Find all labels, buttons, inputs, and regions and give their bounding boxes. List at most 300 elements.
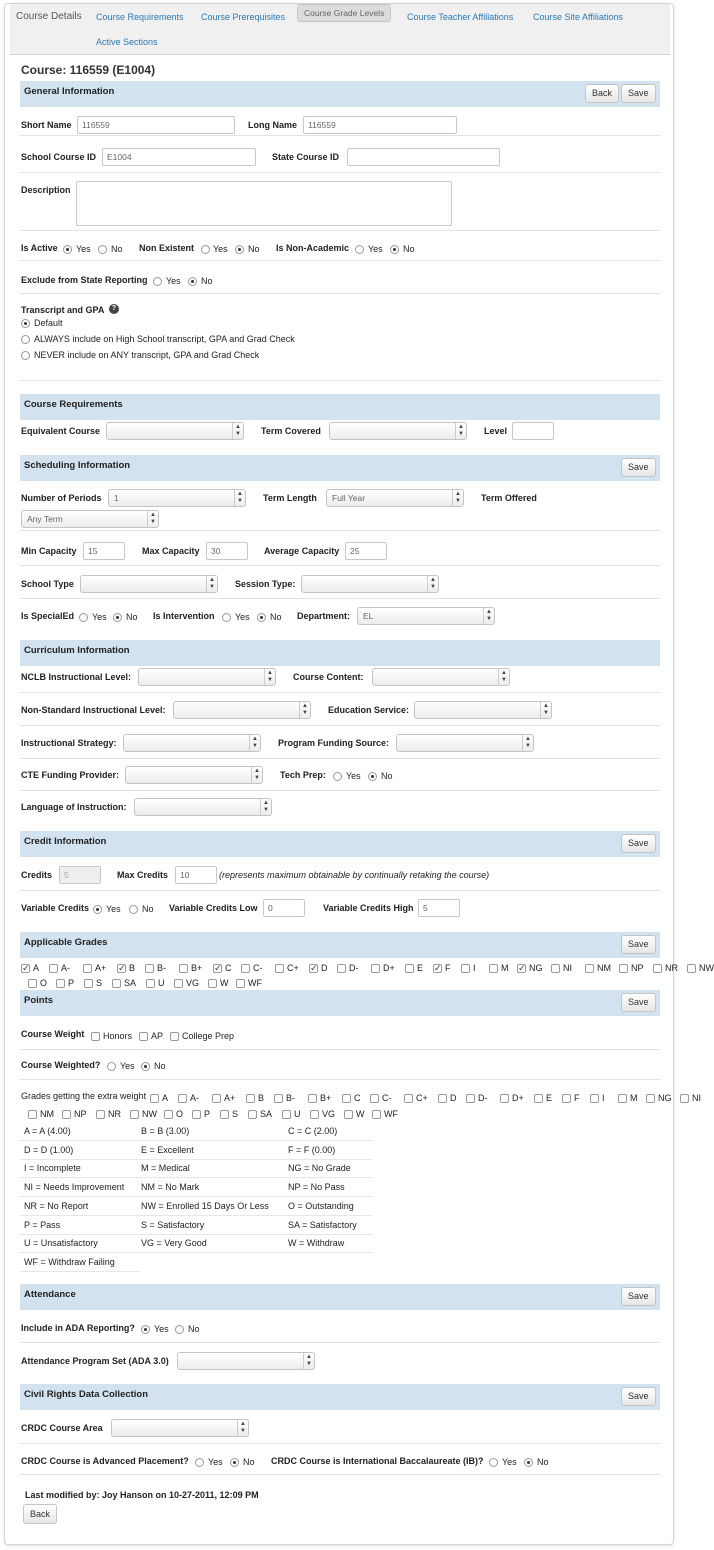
max-credits-note: (represents maximum obtainable by continually retaking the course) — [219, 870, 490, 880]
grade-checkbox-w[interactable] — [208, 979, 217, 988]
grade-checkbox-e[interactable] — [405, 964, 414, 973]
applicable-grades-header — [20, 932, 660, 958]
course-weighted-label: Course Weighted? — [21, 1060, 101, 1070]
grade-checkbox-vg[interactable] — [174, 979, 183, 988]
section-title: Scheduling Information — [24, 460, 131, 471]
divider — [20, 230, 660, 231]
grade-legend-cell: S = Satisfactory — [141, 1219, 205, 1230]
grade-label: A- — [61, 963, 70, 973]
grade-label: I — [473, 963, 476, 973]
term-length-label: Term Length — [263, 493, 317, 503]
save-button[interactable]: Save — [621, 1387, 656, 1406]
curriculum-information-header — [20, 640, 660, 666]
variable-credits-low-label: Variable Credits Low — [169, 903, 258, 913]
grade-label: C+ — [416, 1093, 428, 1103]
cte-funding-label: CTE Funding Provider: — [21, 770, 119, 780]
term-length-select[interactable] — [326, 489, 464, 507]
divider — [20, 758, 660, 759]
no-label: No — [270, 612, 282, 622]
grade-checkbox-ni[interactable] — [551, 964, 560, 973]
transcript-option-label: Default — [34, 318, 63, 328]
grade-legend-cell: E = Excellent — [141, 1144, 194, 1155]
grade-checkbox-nw[interactable] — [130, 1110, 139, 1119]
table-divider — [20, 1215, 372, 1216]
yes-label: Yes — [120, 1061, 135, 1071]
grade-label: A — [162, 1093, 169, 1103]
select-arrows-icon: ▲ ▼ — [260, 799, 271, 815]
grade-checkbox-b[interactable]: ✓ — [118, 963, 126, 973]
grade-label: NW — [699, 963, 714, 973]
divider — [20, 1443, 660, 1444]
long-name-input[interactable]: 116559 — [303, 116, 457, 134]
no-label: No — [537, 1457, 549, 1467]
grade-label: M — [630, 1093, 638, 1103]
ada-yes-radio[interactable] — [141, 1325, 150, 1334]
grade-legend-cell: VG = Very Good — [141, 1238, 207, 1249]
grade-checkbox-f[interactable] — [562, 1094, 571, 1103]
transcript-option-label: ALWAYS include on High School transcript, GPA and Grad Check — [34, 334, 295, 344]
divider — [20, 598, 660, 599]
school-course-id-input[interactable]: E1004 — [102, 148, 256, 166]
tab-course-teacher-affiliations[interactable]: Course Teacher Affiliations — [407, 12, 514, 22]
grade-checkbox-nr[interactable] — [96, 1110, 105, 1119]
grade-checkbox-u[interactable] — [146, 979, 155, 988]
crdc-area-select[interactable] — [111, 1419, 249, 1437]
no-label: No — [188, 1324, 200, 1334]
number-of-periods-select[interactable] — [108, 489, 246, 507]
grade-label: M — [501, 963, 509, 973]
section-title: Credit Information — [24, 836, 107, 847]
grade-checkbox-c[interactable]: ✓ — [214, 963, 222, 973]
grade-checkbox-cplus[interactable] — [275, 964, 284, 973]
divider — [20, 260, 660, 261]
course-requirements-header — [20, 394, 660, 420]
funding-source-select[interactable] — [396, 734, 534, 752]
grade-label: B- — [157, 963, 166, 973]
grade-label: D+ — [383, 963, 395, 973]
select-value: Full Year — [332, 493, 366, 503]
session-type-select[interactable] — [301, 575, 439, 593]
divider — [20, 1474, 660, 1475]
grade-label: B+ — [320, 1093, 332, 1103]
grade-label: A- — [190, 1093, 199, 1103]
grade-label: NI — [563, 963, 572, 973]
exclude-yes-radio[interactable] — [153, 277, 162, 286]
average-capacity-input[interactable]: 25 — [345, 542, 387, 560]
grade-checkbox-d[interactable]: ✓ — [310, 963, 318, 973]
divider — [20, 1079, 660, 1080]
grade-label: C — [225, 963, 232, 973]
save-button[interactable]: Save — [621, 458, 656, 477]
grade-legend-cell: NG = No Grade — [288, 1163, 351, 1174]
grade-checkbox-m[interactable] — [489, 964, 498, 973]
yes-label: Yes — [92, 612, 107, 622]
select-value: Any Term — [27, 514, 63, 524]
grade-checkbox-np[interactable] — [62, 1110, 71, 1119]
grade-checkbox-cminus[interactable] — [370, 1094, 379, 1103]
level-input[interactable] — [512, 422, 554, 440]
grade-legend-cell: D = D (1.00) — [24, 1144, 74, 1155]
tab-bar — [10, 4, 670, 55]
is-active-yes-radio[interactable] — [63, 245, 72, 254]
transcript-never-radio[interactable] — [21, 351, 30, 360]
grade-checkbox-wf[interactable] — [372, 1110, 381, 1119]
grade-label: B — [258, 1093, 265, 1103]
grade-label: NR — [108, 1109, 121, 1119]
grade-label: W — [220, 978, 229, 988]
education-service-select[interactable] — [414, 701, 552, 719]
course-weighted-yes-radio[interactable] — [107, 1062, 116, 1071]
grade-checkbox-p[interactable] — [56, 979, 65, 988]
yes-label: Yes — [368, 244, 383, 254]
grade-checkbox-i[interactable] — [590, 1094, 599, 1103]
honors-checkbox[interactable] — [91, 1032, 100, 1041]
divider — [20, 725, 660, 726]
grade-checkbox-ng[interactable]: ✓ — [518, 963, 526, 973]
divider — [20, 135, 660, 136]
no-label: No — [201, 276, 213, 286]
section-title: General Information — [24, 86, 115, 97]
grade-label: A+ — [95, 963, 107, 973]
tab-course-details[interactable]: Course Details — [16, 11, 82, 22]
grade-checkbox-bplus[interactable] — [308, 1094, 317, 1103]
grade-label: U — [158, 978, 165, 988]
points-header — [20, 990, 660, 1016]
non-existent-yes-radio[interactable] — [201, 245, 210, 254]
no-label: No — [248, 244, 260, 254]
divider — [20, 565, 660, 566]
term-offered-label: Term Offered — [481, 493, 537, 503]
crdc-ap-yes-radio[interactable] — [195, 1458, 204, 1467]
grade-checkbox-ni[interactable] — [680, 1094, 689, 1103]
grade-checkbox-np[interactable] — [619, 964, 628, 973]
grade-label: D — [321, 963, 328, 973]
grade-label: VG — [322, 1109, 336, 1119]
grade-checkbox-a[interactable]: ✓ — [22, 963, 30, 973]
grade-checkbox-vg[interactable] — [310, 1110, 319, 1119]
department-select[interactable] — [357, 607, 495, 625]
grade-checkbox-dplus[interactable] — [500, 1094, 509, 1103]
min-capacity-input[interactable]: 15 — [83, 542, 125, 560]
description-textarea[interactable] — [76, 181, 452, 226]
grade-checkbox-e[interactable] — [534, 1094, 543, 1103]
divider — [20, 692, 660, 693]
crdc-ap-label: CRDC Course is Advanced Placement? — [21, 1456, 189, 1466]
grade-label: S — [96, 978, 103, 988]
max-credits-input[interactable]: 10 — [175, 866, 217, 884]
table-divider — [20, 1252, 372, 1253]
grade-label: B — [129, 963, 136, 973]
grade-checkbox-aminus[interactable] — [49, 964, 58, 973]
cte-funding-select[interactable] — [125, 766, 263, 784]
yes-label: Yes — [213, 244, 228, 254]
grade-label: O — [176, 1109, 184, 1119]
non-academic-label: Is Non-Academic — [276, 243, 350, 253]
is-active-no-radio[interactable] — [98, 245, 107, 254]
grade-checkbox-u[interactable] — [282, 1110, 291, 1119]
grade-label: W — [356, 1109, 365, 1119]
grade-checkbox-dminus[interactable] — [337, 964, 346, 973]
grade-label: NG — [529, 963, 543, 973]
yes-label: Yes — [106, 904, 121, 914]
transcript-always-radio[interactable] — [21, 335, 30, 344]
honors-label: Honors — [103, 1031, 133, 1041]
table-divider — [20, 1271, 140, 1272]
special-ed-label: Is SpecialEd — [21, 611, 75, 621]
course-content-select[interactable] — [372, 668, 510, 686]
select-arrows-icon: ▲ ▼ — [264, 669, 275, 685]
tab-course-site-affiliations[interactable]: Course Site Affiliations — [533, 12, 623, 22]
grade-checkbox-wf[interactable] — [236, 979, 245, 988]
grade-checkbox-o[interactable] — [164, 1110, 173, 1119]
equivalent-course-select[interactable] — [106, 422, 244, 440]
school-type-label: School Type — [21, 579, 74, 589]
no-label: No — [126, 612, 138, 622]
special-ed-no-radio[interactable] — [113, 613, 122, 622]
select-arrows-icon: ▲ ▼ — [234, 490, 245, 506]
tab-course-prerequisites[interactable]: Course Prerequisites — [201, 12, 286, 22]
crdc-ap-no-radio[interactable] — [230, 1458, 239, 1467]
max-credits-label: Max Credits — [117, 870, 169, 880]
grade-checkbox-w[interactable] — [344, 1110, 353, 1119]
grade-label: VG — [186, 978, 200, 988]
grade-label: E — [546, 1093, 553, 1103]
select-arrows-icon: ▲ ▼ — [452, 490, 463, 506]
session-type-label: Session Type: — [235, 579, 296, 589]
select-arrows-icon: ▲ ▼ — [303, 1353, 314, 1369]
grade-label: F — [445, 963, 451, 973]
level-label: Level — [484, 426, 508, 436]
grade-checkbox-a[interactable] — [150, 1094, 159, 1103]
grade-checkbox-sa[interactable] — [112, 979, 121, 988]
non-academic-no-radio[interactable] — [390, 245, 399, 254]
tech-prep-no-radio[interactable] — [368, 772, 377, 781]
save-button[interactable]: Save — [621, 834, 656, 853]
is-active-label: Is Active — [21, 243, 58, 253]
grade-legend-cell: NR = No Report — [24, 1200, 89, 1211]
grade-checkbox-nm[interactable] — [585, 964, 594, 973]
grade-legend-cell: NP = No Pass — [288, 1182, 345, 1193]
crdc-ib-yes-radio[interactable] — [489, 1458, 498, 1467]
grade-checkbox-dplus[interactable] — [371, 964, 380, 973]
short-name-input[interactable]: 116559 — [77, 116, 235, 134]
non-standard-level-label: Non-Standard Instructional Level: — [21, 705, 166, 715]
equivalent-course-label: Equivalent Course — [21, 426, 101, 436]
save-button[interactable]: Save — [621, 993, 656, 1012]
grade-checkbox-aminus[interactable] — [178, 1094, 187, 1103]
grade-checkbox-bminus[interactable] — [274, 1094, 283, 1103]
grade-checkbox-p[interactable] — [192, 1110, 201, 1119]
grade-checkbox-s[interactable] — [220, 1110, 229, 1119]
select-arrows-icon: ▲ ▼ — [232, 423, 243, 439]
grade-checkbox-sa[interactable] — [248, 1110, 257, 1119]
grade-checkbox-b[interactable] — [246, 1094, 255, 1103]
ap-label: AP — [151, 1031, 164, 1041]
course-weight-label: Course Weight — [21, 1029, 85, 1039]
grade-checkbox-f[interactable]: ✓ — [434, 963, 442, 973]
funding-source-label: Program Funding Source: — [278, 738, 390, 748]
grade-label: NI — [692, 1093, 701, 1103]
state-course-id-input[interactable] — [347, 148, 500, 166]
grade-legend-cell: NI = Needs Improvement — [24, 1182, 125, 1193]
scheduling-information-header — [20, 455, 660, 481]
max-capacity-input[interactable]: 30 — [206, 542, 248, 560]
college-prep-checkbox[interactable] — [170, 1032, 179, 1041]
back-button[interactable]: Back — [585, 84, 619, 103]
grade-checkbox-aplus[interactable] — [83, 964, 92, 973]
section-title: Points — [24, 995, 54, 1006]
tab-course-requirements[interactable]: Course Requirements — [96, 12, 184, 22]
grade-checkbox-o[interactable] — [28, 979, 37, 988]
attendance-header — [20, 1284, 660, 1310]
language-select[interactable] — [134, 798, 272, 816]
grade-label: B- — [286, 1093, 295, 1103]
table-divider — [20, 1196, 372, 1197]
section-title: Curriculum Information — [24, 645, 130, 656]
instructional-strategy-select[interactable] — [123, 734, 261, 752]
term-covered-select[interactable] — [329, 422, 467, 440]
select-arrows-icon: ▲ ▼ — [455, 423, 466, 439]
ap-checkbox[interactable] — [139, 1032, 148, 1041]
school-type-select[interactable] — [80, 575, 218, 593]
grade-label: NM — [597, 963, 611, 973]
save-button[interactable]: Save — [621, 84, 656, 103]
grade-legend-cell: P = Pass — [24, 1219, 61, 1230]
grade-checkbox-c[interactable] — [342, 1094, 351, 1103]
tab-active-sections[interactable]: Active Sections — [96, 37, 158, 47]
grade-legend-cell: U = Unsatisfactory — [24, 1238, 98, 1249]
grade-label: NR — [665, 963, 678, 973]
education-service-label: Education Service: — [328, 705, 410, 715]
credits-input: 5 — [59, 866, 101, 884]
yes-label: Yes — [154, 1324, 169, 1334]
grade-checkbox-s[interactable] — [84, 979, 93, 988]
select-arrows-icon: ▲ ▼ — [249, 735, 260, 751]
grade-checkbox-nr[interactable] — [653, 964, 662, 973]
grade-label: D- — [478, 1093, 488, 1103]
select-arrows-icon: ▲ ▼ — [540, 702, 551, 718]
college-prep-label: College Prep — [182, 1031, 235, 1041]
grade-label: B+ — [191, 963, 203, 973]
grade-checkbox-ng[interactable] — [646, 1094, 655, 1103]
help-icon[interactable]: ? — [109, 304, 119, 314]
ada-no-radio[interactable] — [175, 1325, 184, 1334]
grade-label: D — [450, 1093, 457, 1103]
grade-checkbox-d[interactable] — [438, 1094, 447, 1103]
short-name-label: Short Name — [21, 120, 72, 130]
attendance-program-select[interactable] — [177, 1352, 315, 1370]
transcript-option-label: NEVER include on ANY transcript, GPA and Grad Check — [34, 350, 260, 360]
variable-credits-no-radio[interactable] — [129, 905, 138, 914]
non-standard-level-select[interactable] — [173, 701, 311, 719]
section-title: Civil Rights Data Collection — [24, 1389, 149, 1400]
grade-checkbox-cplus[interactable] — [404, 1094, 413, 1103]
intervention-no-radio[interactable] — [257, 613, 266, 622]
grade-label: NP — [74, 1109, 87, 1119]
grade-label: NG — [658, 1093, 672, 1103]
crdc-ib-no-radio[interactable] — [524, 1458, 533, 1467]
grade-checkbox-bminus[interactable] — [145, 964, 154, 973]
grade-label: F — [574, 1093, 580, 1103]
non-academic-yes-radio[interactable] — [355, 245, 364, 254]
transcript-default-radio[interactable] — [21, 319, 30, 328]
grade-checkbox-cminus[interactable] — [241, 964, 250, 973]
no-label: No — [381, 771, 393, 781]
grade-checkbox-i[interactable] — [461, 964, 470, 973]
grade-label: C — [354, 1093, 361, 1103]
crdc-area-label: CRDC Course Area — [21, 1423, 103, 1433]
back-button[interactable]: Back — [23, 1504, 57, 1524]
description-label: Description — [21, 185, 71, 195]
grade-legend-cell: C = C (2.00) — [288, 1126, 338, 1136]
intervention-yes-radio[interactable] — [222, 613, 231, 622]
select-arrows-icon: ▲ ▼ — [147, 511, 158, 527]
grade-label: SA — [260, 1109, 273, 1119]
grade-label: WF — [384, 1109, 398, 1119]
grade-label: A+ — [224, 1093, 236, 1103]
variable-credits-high-input[interactable]: 5 — [418, 899, 460, 917]
grade-legend-cell: F = F (0.00) — [288, 1144, 336, 1155]
non-existent-no-radio[interactable] — [235, 245, 244, 254]
save-button[interactable]: Save — [621, 935, 656, 954]
grade-checkbox-bplus[interactable] — [179, 964, 188, 973]
no-label: No — [403, 244, 415, 254]
divider — [20, 293, 660, 294]
school-course-id-label: School Course ID — [21, 152, 97, 162]
grade-checkbox-nw[interactable] — [687, 964, 696, 973]
min-capacity-label: Min Capacity — [21, 546, 77, 556]
grade-checkbox-aplus[interactable] — [212, 1094, 221, 1103]
no-label: No — [243, 1457, 255, 1467]
table-divider — [20, 1234, 372, 1235]
no-label: No — [142, 904, 154, 914]
grade-label: C- — [253, 963, 263, 973]
select-arrows-icon: ▲ ▼ — [483, 608, 494, 624]
grade-checkbox-dminus[interactable] — [466, 1094, 475, 1103]
exclude-no-radio[interactable] — [188, 277, 197, 286]
grade-legend-cell: M = Medical — [141, 1163, 190, 1174]
crdc-header — [20, 1384, 660, 1410]
exclude-state-reporting-label: Exclude from State Reporting — [21, 275, 148, 285]
department-label: Department: — [297, 611, 351, 621]
special-ed-yes-radio[interactable] — [79, 613, 88, 622]
divider — [20, 380, 660, 381]
nclb-level-select[interactable] — [138, 668, 276, 686]
state-course-id-label: State Course ID — [272, 152, 340, 162]
number-of-periods-label: Number of Periods — [21, 493, 102, 503]
grade-label: SA — [124, 978, 137, 988]
grade-label: D- — [349, 963, 359, 973]
term-offered-select[interactable] — [21, 510, 159, 528]
grade-checkbox-nm[interactable] — [28, 1110, 37, 1119]
tech-prep-yes-radio[interactable] — [333, 772, 342, 781]
variable-credits-low-input[interactable]: 0 — [263, 899, 305, 917]
variable-credits-yes-radio[interactable] — [93, 905, 102, 914]
grade-label: P — [204, 1109, 211, 1119]
course-weighted-no-radio[interactable] — [141, 1062, 150, 1071]
table-divider — [20, 1177, 372, 1178]
yes-label: Yes — [208, 1457, 223, 1467]
select-arrows-icon: ▲ ▼ — [237, 1420, 248, 1436]
grade-checkbox-m[interactable] — [618, 1094, 627, 1103]
yes-label: Yes — [166, 276, 181, 286]
attendance-program-label: Attendance Program Set (ADA 3.0) — [21, 1356, 169, 1366]
tab-course-grade-levels[interactable]: Course Grade Levels — [297, 4, 391, 22]
crdc-ib-label: CRDC Course is International Baccalaureate (IB)? — [271, 1456, 484, 1466]
save-button[interactable]: Save — [621, 1287, 656, 1306]
page-frame — [4, 3, 714, 1545]
divider — [20, 1049, 660, 1050]
